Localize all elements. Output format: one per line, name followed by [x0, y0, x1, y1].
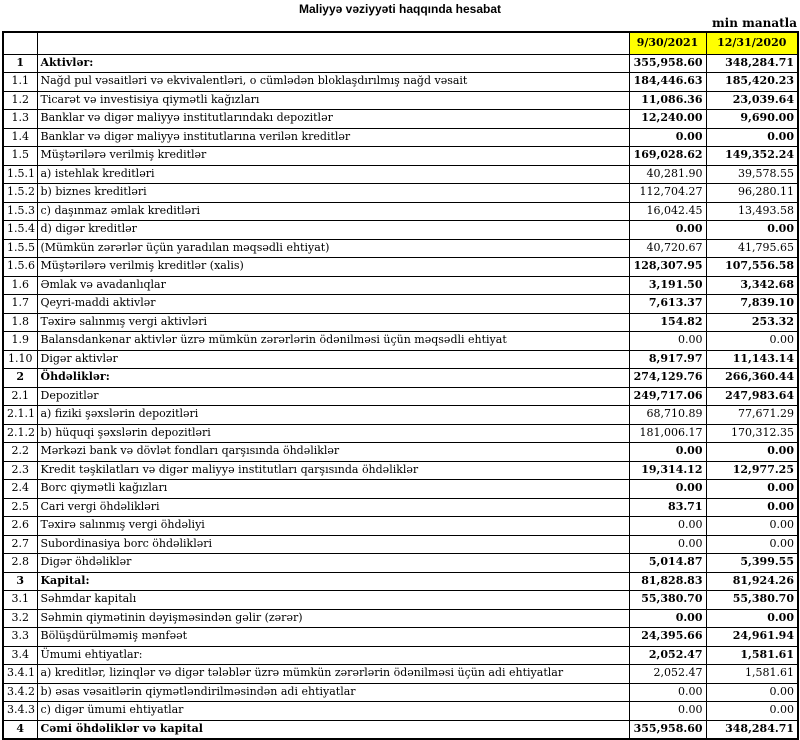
value-2020-cell: 0.00	[706, 332, 798, 351]
table-row	[3, 128, 798, 147]
row-label-cell: Mərkəzi bank və dövlət fondları qarşısında öhdəliklər	[37, 443, 629, 462]
value-2020-cell: 0.00	[706, 535, 798, 554]
row-number-cell: 1.4	[3, 128, 37, 147]
value-2020-cell: 247,983.64	[706, 387, 798, 406]
value-2021-cell: 0.00	[629, 480, 706, 499]
value-2020-cell: 0.00	[706, 683, 798, 702]
value-2021-cell: 0.00	[629, 683, 706, 702]
row-label-cell: Səhmdar kapitalı	[37, 591, 629, 610]
table-row	[3, 91, 798, 110]
row-number-cell: 3.4.1	[3, 665, 37, 684]
row-label-cell: Balansdankənar aktivlər üzrə mümkün zərərlərin ödənilməsi üçün məqsədli ehtiyat	[37, 332, 629, 351]
row-label-cell: Nağd pul vəsaitləri və ekvivalentləri, o cümlədən bloklaşdırılmış nağd vəsait	[37, 73, 629, 92]
value-2021-cell: 154.82	[629, 313, 706, 332]
row-label-cell: a) istehlak kreditləri	[37, 165, 629, 184]
row-number-cell: 3.1	[3, 591, 37, 610]
unit-note: min manatla	[711, 16, 797, 30]
row-number-cell: 1.3	[3, 110, 37, 129]
row-number-cell: 2	[3, 369, 37, 388]
value-2021-cell: 3,191.50	[629, 276, 706, 295]
row-label-cell: c) daşınmaz əmlak kreditləri	[37, 202, 629, 221]
row-number-cell: 1.10	[3, 350, 37, 369]
financial-position-table	[2, 31, 799, 740]
table-row	[3, 554, 798, 573]
row-number-cell: 2.3	[3, 461, 37, 480]
value-2020-cell: 81,924.26	[706, 572, 798, 591]
row-number-cell: 1.8	[3, 313, 37, 332]
row-number-cell: 3.4.3	[3, 702, 37, 721]
value-2020-cell: 12,977.25	[706, 461, 798, 480]
row-label-cell: Təxirə salınmış vergi öhdəliyi	[37, 517, 629, 536]
table-row	[3, 665, 798, 684]
row-number-cell: 1.1	[3, 73, 37, 92]
row-label-cell: Cari vergi öhdəlikləri	[37, 498, 629, 517]
row-label-cell: Qeyri-maddi aktivlər	[37, 295, 629, 314]
row-label-cell: Müştərilərə verilmiş kreditlər	[37, 147, 629, 166]
table-row	[3, 572, 798, 591]
value-2021-cell: 24,395.66	[629, 628, 706, 647]
row-number-cell: 2.5	[3, 498, 37, 517]
table-row	[3, 258, 798, 277]
value-2020-cell: 170,312.35	[706, 424, 798, 443]
value-2020-cell: 348,284.71	[706, 720, 798, 739]
value-2021-cell: 12,240.00	[629, 110, 706, 129]
row-label-cell: Digər aktivlər	[37, 350, 629, 369]
table-row	[3, 147, 798, 166]
row-number-cell: 1.5.3	[3, 202, 37, 221]
row-number-cell: 1.7	[3, 295, 37, 314]
row-label-cell: Öhdəliklər:	[37, 369, 629, 388]
row-label-cell: Kapital:	[37, 572, 629, 591]
row-label-cell: Banklar və digər maliyyə institutlarına verilən kreditlər	[37, 128, 629, 147]
table-row	[3, 480, 798, 499]
value-2021-cell: 355,958.60	[629, 54, 706, 73]
table-row	[3, 221, 798, 240]
value-2020-cell: 24,961.94	[706, 628, 798, 647]
value-2021-cell: 249,717.06	[629, 387, 706, 406]
value-2020-cell: 11,143.14	[706, 350, 798, 369]
value-2021-cell: 40,281.90	[629, 165, 706, 184]
row-label-cell: b) hüquqi şəxslərin depozitləri	[37, 424, 629, 443]
row-number-cell: 3	[3, 572, 37, 591]
value-2020-cell: 185,420.23	[706, 73, 798, 92]
value-2021-cell: 16,042.45	[629, 202, 706, 221]
value-2021-cell: 274,129.76	[629, 369, 706, 388]
value-2021-cell: 2,052.47	[629, 665, 706, 684]
table-row	[3, 498, 798, 517]
value-2020-cell: 107,556.58	[706, 258, 798, 277]
value-2021-cell: 128,307.95	[629, 258, 706, 277]
header-empty-label-cell	[37, 32, 629, 54]
header-date-2020: 12/31/2020	[706, 32, 798, 54]
table-row	[3, 184, 798, 203]
value-2020-cell: 0.00	[706, 517, 798, 536]
row-number-cell: 3.3	[3, 628, 37, 647]
value-2020-cell: 5,399.55	[706, 554, 798, 573]
table-row	[3, 295, 798, 314]
table-row	[3, 73, 798, 92]
row-label-cell: Borc qiymətli kağızları	[37, 480, 629, 499]
table-row	[3, 239, 798, 258]
row-label-cell: (Mümkün zərərlər üçün yaradılan məqsədli ehtiyat)	[37, 239, 629, 258]
value-2021-cell: 112,704.27	[629, 184, 706, 203]
value-2020-cell: 77,671.29	[706, 406, 798, 425]
row-number-cell: 1.5	[3, 147, 37, 166]
value-2021-cell: 355,958.60	[629, 720, 706, 739]
table-row	[3, 350, 798, 369]
value-2020-cell: 41,795.65	[706, 239, 798, 258]
row-label-cell: Banklar və digər maliyyə institutlarındakı depozitlər	[37, 110, 629, 129]
table-row	[3, 720, 798, 739]
value-2020-cell: 0.00	[706, 443, 798, 462]
row-label-cell: Ümumi ehtiyatlar:	[37, 646, 629, 665]
table-row	[3, 387, 798, 406]
row-label-cell: b) biznes kreditləri	[37, 184, 629, 203]
row-number-cell: 2.1	[3, 387, 37, 406]
value-2020-cell: 0.00	[706, 702, 798, 721]
value-2020-cell: 348,284.71	[706, 54, 798, 73]
table-row	[3, 609, 798, 628]
value-2021-cell: 0.00	[629, 221, 706, 240]
table-row	[3, 646, 798, 665]
row-number-cell: 2.1.2	[3, 424, 37, 443]
row-label-cell: b) əsas vəsaitlərin qiymətləndirilməsindən adi ehtiyatlar	[37, 683, 629, 702]
value-2020-cell: 253.32	[706, 313, 798, 332]
row-label-cell: Depozitlər	[37, 387, 629, 406]
table-row	[3, 369, 798, 388]
table-row	[3, 424, 798, 443]
table-header	[3, 32, 798, 54]
value-2020-cell: 1,581.61	[706, 646, 798, 665]
row-number-cell: 1.5.2	[3, 184, 37, 203]
value-2021-cell: 0.00	[629, 517, 706, 536]
table-row	[3, 683, 798, 702]
row-label-cell: Ticarət və investisiya qiymətli kağızları	[37, 91, 629, 110]
row-label-cell: Cəmi öhdəliklər və kapital	[37, 720, 629, 739]
row-number-cell: 2.1.1	[3, 406, 37, 425]
table-body	[3, 54, 798, 739]
row-number-cell: 2.2	[3, 443, 37, 462]
header-date-2021: 9/30/2021	[629, 32, 706, 54]
row-label-cell: c) digər ümumi ehtiyatlar	[37, 702, 629, 721]
value-2020-cell: 0.00	[706, 480, 798, 499]
table-row	[3, 628, 798, 647]
row-number-cell: 2.6	[3, 517, 37, 536]
row-number-cell: 1.5.5	[3, 239, 37, 258]
row-label-cell: Müştərilərə verilmiş kreditlər (xalis)	[37, 258, 629, 277]
table-row	[3, 54, 798, 73]
value-2020-cell: 266,360.44	[706, 369, 798, 388]
table-row	[3, 443, 798, 462]
value-2021-cell: 0.00	[629, 128, 706, 147]
table-row	[3, 702, 798, 721]
value-2021-cell: 81,828.83	[629, 572, 706, 591]
header-row	[3, 32, 798, 54]
value-2020-cell: 7,839.10	[706, 295, 798, 314]
value-2020-cell: 96,280.11	[706, 184, 798, 203]
value-2020-cell: 55,380.70	[706, 591, 798, 610]
table-row	[3, 591, 798, 610]
row-label-cell: a) kreditlər, lizinqlər və digər tələblər üzrə mümkün zərərlərin ödənilməsi üçün adi ehtiyatlar	[37, 665, 629, 684]
row-label-cell: Əmlak və avadanlıqlar	[37, 276, 629, 295]
value-2021-cell: 169,028.62	[629, 147, 706, 166]
table-row	[3, 406, 798, 425]
value-2021-cell: 0.00	[629, 332, 706, 351]
table-row	[3, 332, 798, 351]
value-2021-cell: 40,720.67	[629, 239, 706, 258]
row-number-cell: 1.2	[3, 91, 37, 110]
row-number-cell: 2.7	[3, 535, 37, 554]
row-label-cell: Digər öhdəliklər	[37, 554, 629, 573]
row-number-cell: 3.4.2	[3, 683, 37, 702]
value-2021-cell: 0.00	[629, 535, 706, 554]
value-2021-cell: 0.00	[629, 443, 706, 462]
table-row	[3, 313, 798, 332]
table-row	[3, 535, 798, 554]
table-row	[3, 110, 798, 129]
value-2021-cell: 184,446.63	[629, 73, 706, 92]
row-label-cell: Aktivlər:	[37, 54, 629, 73]
value-2021-cell: 55,380.70	[629, 591, 706, 610]
row-number-cell: 3.2	[3, 609, 37, 628]
value-2020-cell: 9,690.00	[706, 110, 798, 129]
value-2020-cell: 0.00	[706, 609, 798, 628]
value-2021-cell: 11,086.36	[629, 91, 706, 110]
table-row	[3, 202, 798, 221]
value-2021-cell: 0.00	[629, 702, 706, 721]
value-2020-cell: 13,493.58	[706, 202, 798, 221]
row-label-cell: a) fiziki şəxslərin depozitləri	[37, 406, 629, 425]
value-2021-cell: 2,052.47	[629, 646, 706, 665]
row-label-cell: d) digər kreditlər	[37, 221, 629, 240]
value-2020-cell: 0.00	[706, 498, 798, 517]
row-label-cell: Subordinasiya borc öhdəlikləri	[37, 535, 629, 554]
value-2020-cell: 39,578.55	[706, 165, 798, 184]
value-2020-cell: 0.00	[706, 221, 798, 240]
row-number-cell: 1.5.4	[3, 221, 37, 240]
value-2020-cell: 0.00	[706, 128, 798, 147]
value-2021-cell: 83.71	[629, 498, 706, 517]
value-2021-cell: 19,314.12	[629, 461, 706, 480]
row-number-cell: 2.8	[3, 554, 37, 573]
row-number-cell: 4	[3, 720, 37, 739]
table-row	[3, 517, 798, 536]
value-2021-cell: 0.00	[629, 609, 706, 628]
value-2021-cell: 68,710.89	[629, 406, 706, 425]
header-empty-number-cell	[3, 32, 37, 54]
value-2020-cell: 23,039.64	[706, 91, 798, 110]
table-row	[3, 165, 798, 184]
value-2021-cell: 8,917.97	[629, 350, 706, 369]
row-number-cell: 1	[3, 54, 37, 73]
value-2020-cell: 149,352.24	[706, 147, 798, 166]
row-label-cell: Təxirə salınmış vergi aktivləri	[37, 313, 629, 332]
value-2020-cell: 1,581.61	[706, 665, 798, 684]
table-row	[3, 461, 798, 480]
row-label-cell: Səhmin qiymətinin dəyişməsindən gəlir (zərər)	[37, 609, 629, 628]
value-2021-cell: 7,613.37	[629, 295, 706, 314]
table-row	[3, 276, 798, 295]
row-number-cell: 1.5.1	[3, 165, 37, 184]
row-number-cell: 1.6	[3, 276, 37, 295]
row-number-cell: 3.4	[3, 646, 37, 665]
row-label-cell: Kredit təşkilatları və digər maliyyə institutları qarşısında öhdəliklər	[37, 461, 629, 480]
row-number-cell: 1.9	[3, 332, 37, 351]
value-2021-cell: 5,014.87	[629, 554, 706, 573]
value-2021-cell: 181,006.17	[629, 424, 706, 443]
row-label-cell: Bölüşdürülməmiş mənfəət	[37, 628, 629, 647]
row-number-cell: 2.4	[3, 480, 37, 499]
page-title: Maliyyə vəziyyəti haqqında hesabat	[298, 2, 502, 16]
row-number-cell: 1.5.6	[3, 258, 37, 277]
value-2020-cell: 3,342.68	[706, 276, 798, 295]
